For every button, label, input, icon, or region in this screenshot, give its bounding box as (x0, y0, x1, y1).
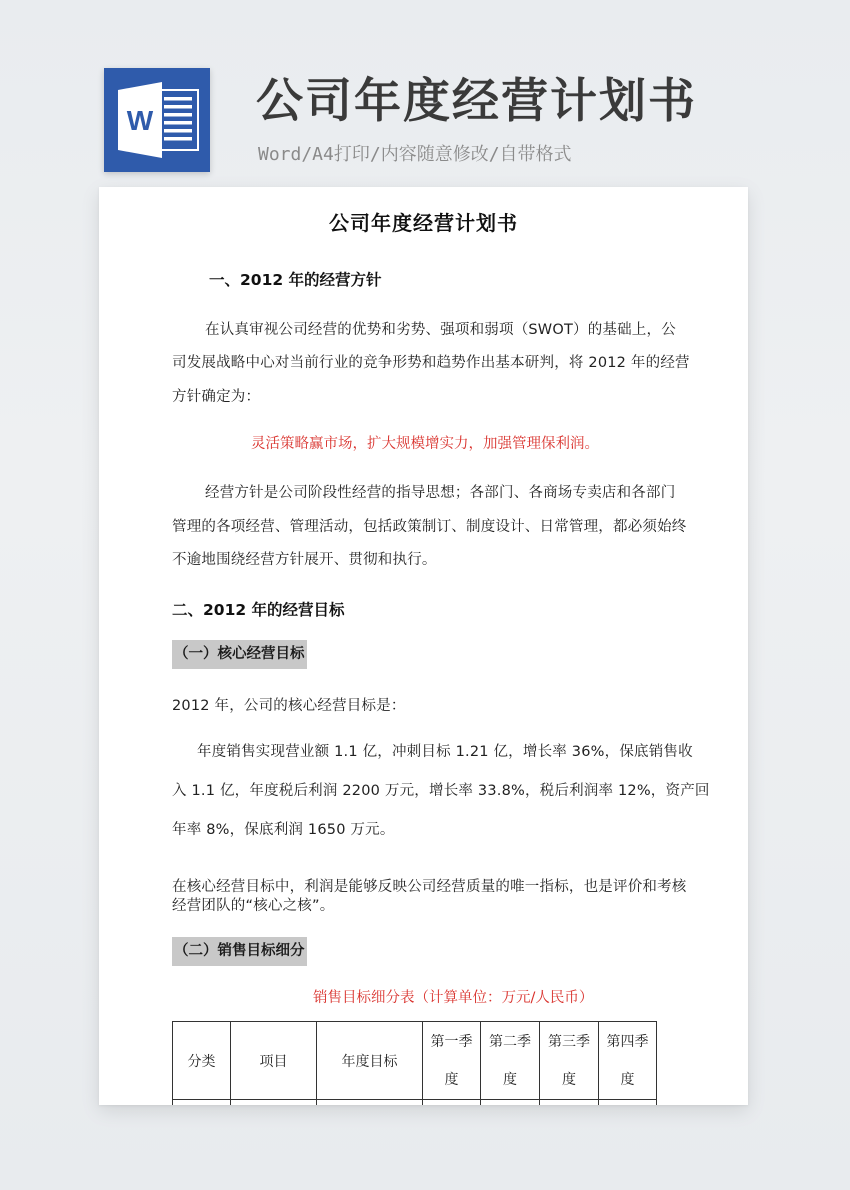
table-caption: 销售目标细分表（计算单位：万元/人民币） (313, 990, 594, 1006)
note-line: 经营团队的“核心之核”。 (172, 898, 335, 914)
banner-title: 公司年度经营计划书 (256, 74, 697, 129)
document-title: 公司年度经营计划书 (329, 211, 518, 235)
table-cell (540, 1100, 599, 1106)
banner-subtitle: Word/A4打印/内容随意修改/自带格式 (258, 144, 572, 165)
paragraph-line: 司发展战略中心对当前行业的竞争形势和趋势作出基本研判，将 2012 年的经营 (172, 355, 690, 371)
column-header-q4: 第四季 度 (599, 1022, 657, 1100)
paragraph-line: 在认真审视公司经营的优势和劣势、强项和弱项（SWOT）的基础上，公 (205, 322, 676, 338)
sales-target-table (172, 1021, 657, 1105)
targets-line: 入 1.1 亿，年度税后利润 2200 万元，增长率 33.8%，税后利润率 12%，资产回 (172, 783, 710, 799)
business-motto: 灵活策略赢市场，扩大规模增实力，加强管理保利润。 (251, 436, 599, 452)
document-page (99, 187, 748, 1105)
table-cell (599, 1100, 657, 1106)
table-cell (173, 1100, 231, 1106)
svg-text:W: W (126, 105, 154, 136)
column-header-q2: 第二季 度 (481, 1022, 540, 1100)
section-1-heading: 一、2012 年的经营方针 (209, 271, 382, 289)
note-line: 在核心经营目标中，利润是能够反映公司经营质量的唯一指标，也是评价和考核 (172, 879, 687, 895)
paragraph-line: 不逾地围绕经营方针展开、贯彻和执行。 (172, 552, 437, 568)
subsection-1-heading: （一）核心经营目标 (172, 640, 307, 669)
paragraph-line: 经营方针是公司阶段性经营的指导思想；各部门、各商场专卖店和各部门 (205, 485, 676, 501)
column-header-q3: 第三季 度 (540, 1022, 599, 1100)
core-goals-intro: 2012 年，公司的核心经营目标是： (172, 698, 406, 714)
word-document-icon (104, 68, 210, 172)
table-header-row (173, 1022, 657, 1100)
paragraph-line: 管理的各项经营、管理活动，包括政策制订、制度设计、日常管理，都必须始终 (172, 519, 687, 535)
table-cell (231, 1100, 317, 1106)
paragraph-line: 方针确定为： (172, 389, 261, 405)
column-header-q1: 第一季 度 (423, 1022, 481, 1100)
table-cell (481, 1100, 540, 1106)
targets-line: 年率 8%，保底利润 1650 万元。 (172, 822, 395, 838)
table-cell (317, 1100, 423, 1106)
table-row (173, 1100, 657, 1106)
targets-line: 年度销售实现营业额 1.1 亿，冲刺目标 1.21 亿，增长率 36%，保底销售收 (197, 744, 693, 760)
column-header-annual-target: 年度目标 (317, 1022, 423, 1100)
subsection-2-heading: （二）销售目标细分 (172, 937, 307, 966)
column-header-category: 分类 (173, 1022, 231, 1100)
section-2-heading: 二、2012 年的经营目标 (172, 601, 345, 619)
column-header-item: 项目 (231, 1022, 317, 1100)
table-cell (423, 1100, 481, 1106)
